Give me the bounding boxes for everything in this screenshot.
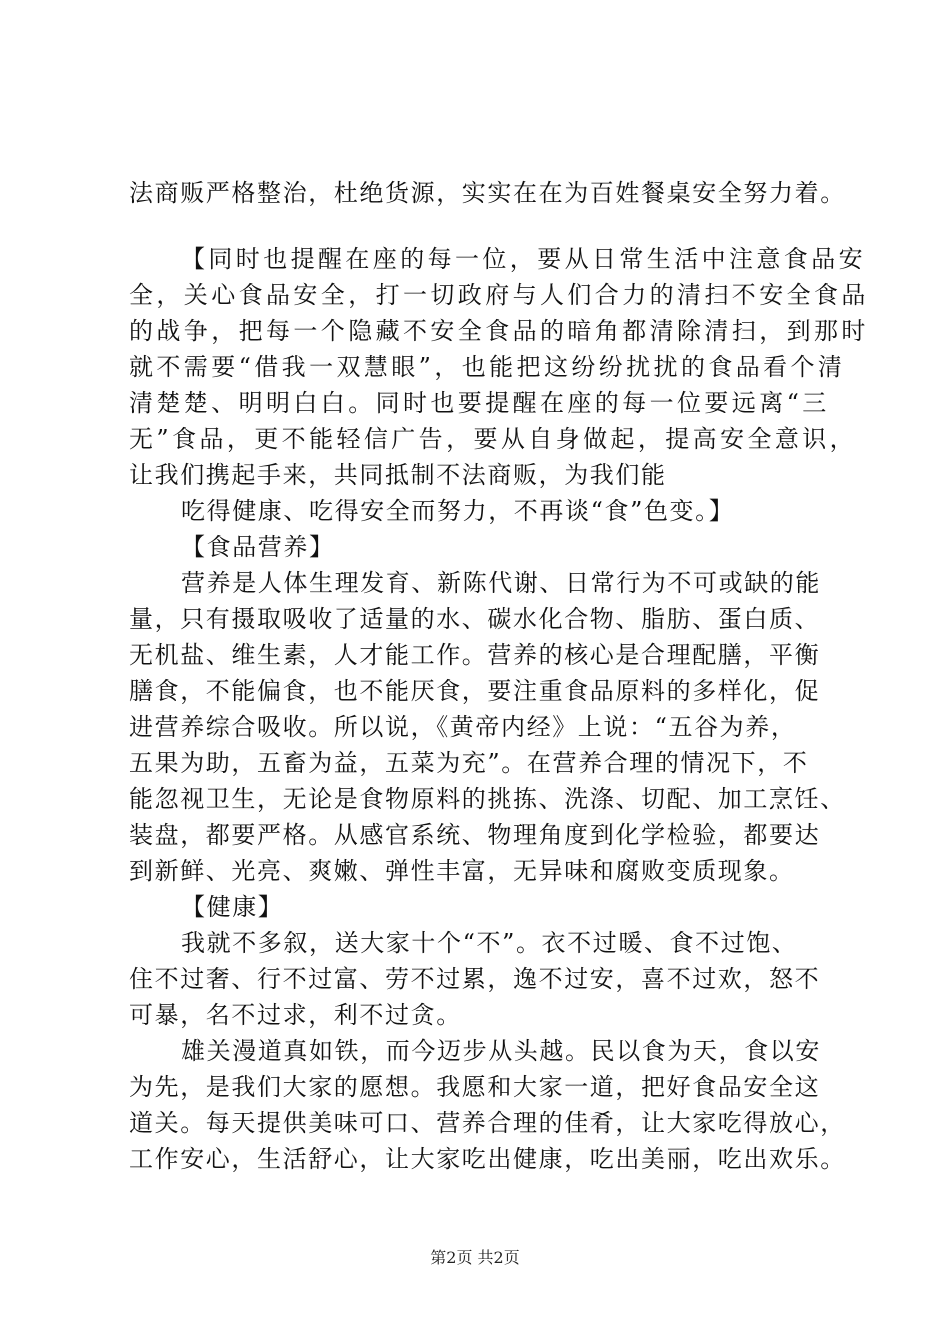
text-line: 到新鲜、光亮、爽嫩、弹性丰富，无异味和腐败变质现象。 (129, 857, 795, 885)
text-line: 清楚楚、明明白白。同时也要提醒在座的每一位要远离“三 (129, 389, 830, 417)
page-footer: 第2页 共2页 (430, 1248, 520, 1267)
text-line: 可暴，名不过求，利不过贪。 (129, 1001, 462, 1029)
text-line: 吃得健康、吃得安全而努力，不再谈“食”色变。】 (181, 497, 735, 525)
text-line: 【健康】 (181, 893, 284, 921)
text-line: 我就不多叙，送大家十个“不”。衣不过暖、食不过饱、 (181, 929, 798, 957)
text-line: 【食品营养】 (181, 533, 335, 561)
text-line: 雄关漫道真如铁，而今迈步从头越。民以食为天，食以安 (181, 1037, 821, 1065)
text-line: 能忽视卫生，无论是食物原料的挑拣、洗涤、切配、加工烹饪、 (129, 785, 846, 813)
text-line: 装盘，都要严格。从感官系统、物理角度到化学检验，都要达 (129, 821, 821, 849)
text-line: 工作安心，生活舒心，让大家吃出健康，吃出美丽，吃出欢乐。 (129, 1145, 846, 1173)
text-line: 【同时也提醒在座的每一位，要从日常生活中注意食品安 (181, 245, 866, 273)
text-line: 就不需要“借我一双慧眼”，也能把这纷纷扰扰的食品看个清 (129, 353, 846, 381)
text-line: 营养是人体生理发育、新陈代谢、日常行为不可或缺的能 (181, 569, 821, 597)
document-body (129, 175, 869, 1177)
text-line: 膳食，不能偏食，也不能厌食，要注重食品原料的多样化，促 (129, 677, 821, 705)
text-line: 住不过奢、行不过富、劳不过累，逸不过安，喜不过欢，怒不 (129, 965, 821, 993)
text-line: 进营养综合吸收。所以说，《黄帝内经》上说：“五谷为养， (129, 713, 797, 741)
text-line: 的战争，把每一个隐藏不安全食品的暗角都清除清扫，到那时 (129, 317, 869, 345)
text-line: 让我们携起手来，共同抵制不法商贩，为我们能 (129, 461, 667, 489)
paragraph-gap (129, 211, 864, 241)
text-line: 为先，是我们大家的愿想。我愿和大家一道，把好食品安全这 (129, 1073, 821, 1101)
text-line: 法商贩严格整治，杜绝货源，实实在在为百姓餐桌安全努力着。 (129, 179, 846, 207)
text-line: 无”食品，更不能轻信广告，要从自身做起，提高安全意识， (129, 425, 858, 453)
text-line: 全，关心食品安全，打一切政府与人们合力的清扫不安全食品 (129, 281, 869, 309)
text-line: 无机盐、维生素，人才能工作。营养的核心是合理配膳，平衡 (129, 641, 821, 669)
text-line: 道关。每天提供美味可口、营养合理的佳肴，让大家吃得放心， (129, 1109, 846, 1137)
text-line: 量，只有摄取吸收了适量的水、碳水化合物、脂肪、蛋白质、 (129, 605, 821, 633)
text-line: 五果为助，五畜为益，五菜为充”。在营养合理的情况下，不 (129, 749, 809, 777)
